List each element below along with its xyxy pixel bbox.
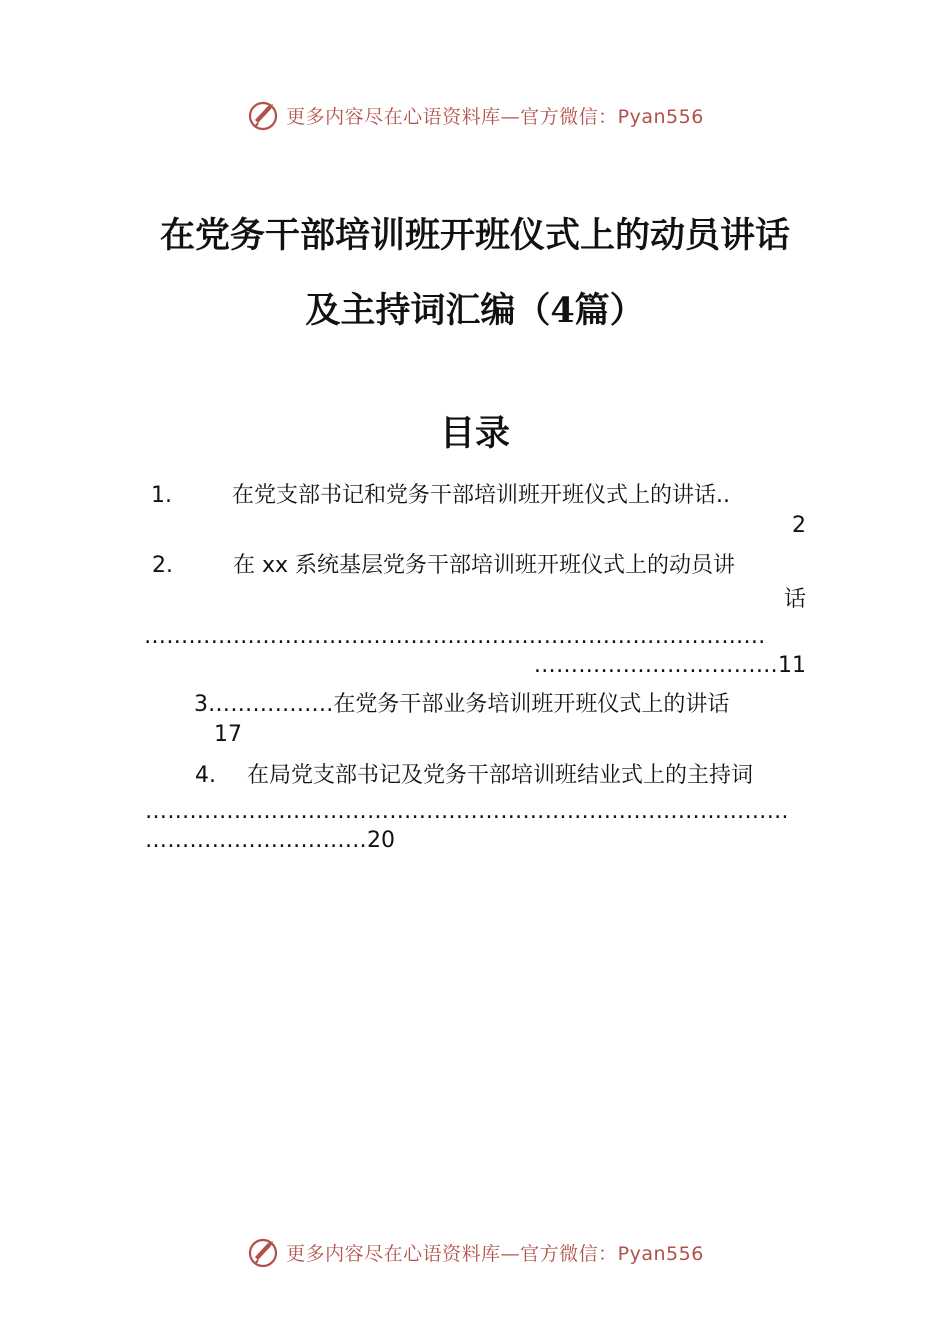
toc-leader-dots: ………………………… bbox=[145, 828, 367, 853]
toc-entry-4-text[interactable]: 在局党支部书记及党务干部培训班结业式上的主持词 bbox=[247, 763, 754, 788]
toc-leader-dots: ………………………………………………………………………… bbox=[144, 624, 766, 649]
toc-entry-4-number: 4. bbox=[195, 763, 216, 788]
banner-text: 更多内容尽在心语资料库—官方微信：Pyan556 bbox=[286, 1242, 704, 1265]
toc-entry-2-text[interactable]: 在 xx 系统基层党务干部培训班开班仪式上的动员讲 bbox=[233, 553, 736, 578]
header-banner bbox=[0, 95, 950, 135]
toc-heading: 目录 bbox=[439, 413, 510, 454]
toc-entry-3-number: 3 bbox=[194, 692, 208, 717]
toc-entry-2-text-cont[interactable]: 话 bbox=[783, 587, 806, 612]
toc-entry-2-page-line[interactable] bbox=[534, 651, 806, 681]
toc-entry-1-page[interactable]: 2 bbox=[792, 513, 806, 538]
toc-leader-dots: …………………………… bbox=[533, 653, 778, 678]
toc-entry-1-number: 1. bbox=[151, 483, 172, 508]
pen-nib-logo-icon bbox=[246, 1235, 280, 1269]
footer-banner bbox=[0, 1232, 950, 1272]
toc-entry-2-number: 2. bbox=[152, 553, 173, 578]
banner-text: 更多内容尽在心语资料库—官方微信：Pyan556 bbox=[286, 105, 704, 128]
toc-entry-3-text: 在党务干部业务培训班开班仪式上的讲话 bbox=[333, 692, 730, 717]
pen-nib-logo-icon bbox=[246, 98, 280, 132]
document-title-line2: 及主持词汇编（4篇） bbox=[305, 290, 645, 331]
document-title-line1: 在党务干部培训班开班仪式上的动员讲话 bbox=[159, 215, 790, 256]
toc-entry-1-text[interactable]: 在党支部书记和党务干部培训班开班仪式上的讲话.. bbox=[232, 483, 730, 508]
toc-entry-3-page[interactable]: 17 bbox=[214, 722, 242, 747]
toc-entry-2-page: 11 bbox=[778, 653, 806, 678]
toc-entry-4-page-line[interactable] bbox=[145, 826, 395, 856]
toc-leader-dots: …………….. bbox=[208, 692, 334, 717]
toc-entry-3-line[interactable] bbox=[194, 690, 729, 720]
toc-leader-dots: …………………………………………………………………………… bbox=[145, 799, 789, 824]
toc-entry-4-page: 20 bbox=[367, 828, 395, 853]
